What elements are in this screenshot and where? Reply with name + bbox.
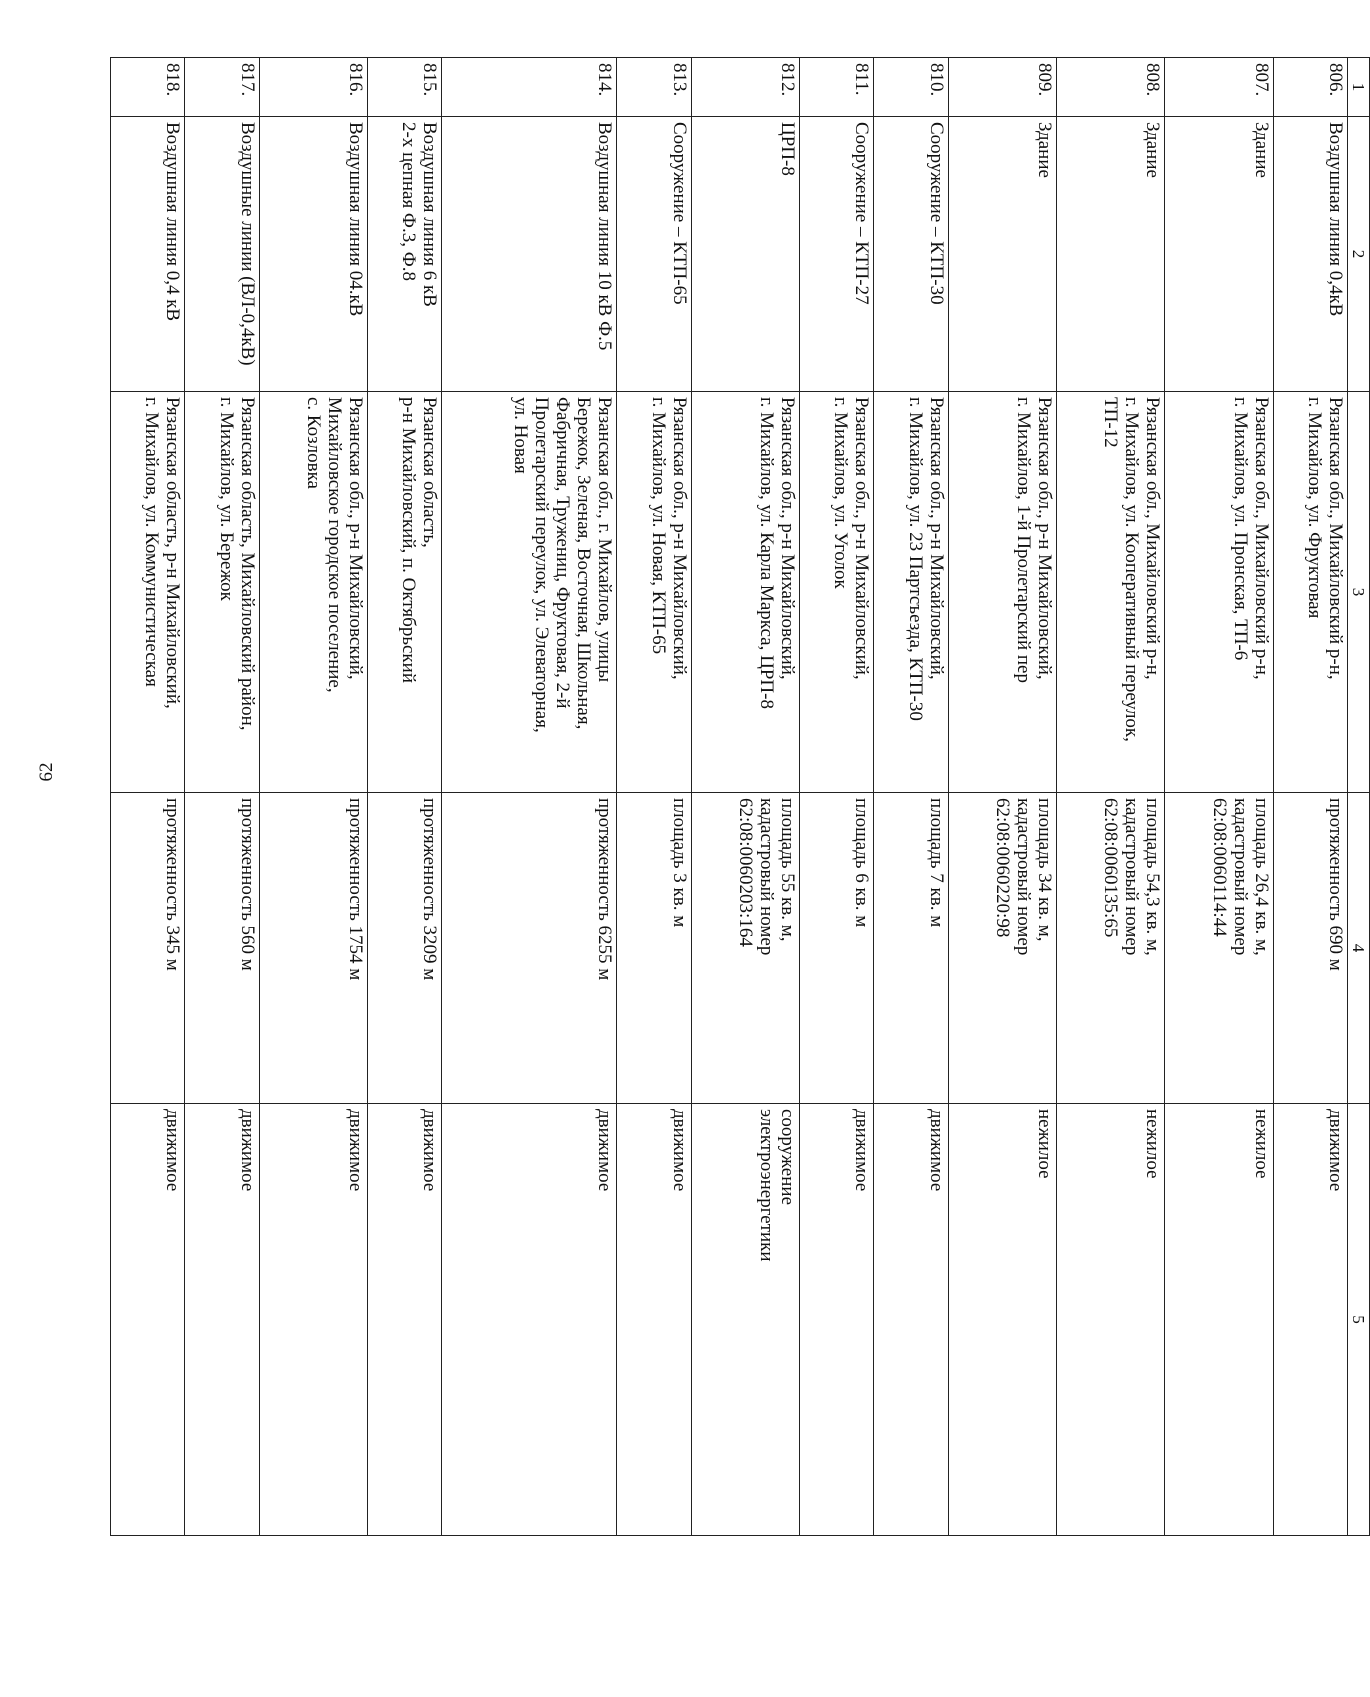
object-name-cell: Здание [1165,117,1273,392]
property-type-cell: движимое [185,1104,259,1536]
object-name-cell: Здание [1056,117,1164,392]
property-type-cell: движимое [259,1104,367,1536]
header-row [1348,58,1370,1536]
characteristics-cell: площадь 54,3 кв. м, кадастровый номер 62:08:0060135:65 [1056,793,1164,1104]
property-registry-table [110,57,1370,1536]
characteristics-cell: протяженность 6255 м [442,793,617,1104]
row-number-cell: 809. [948,58,1056,117]
property-type-cell: сооружение электроэнергетики [691,1104,799,1536]
characteristics-cell: протяженность 3209 м [368,793,442,1104]
address-cell: Рязанская обл., г. Михайлов, улицы Бережок, Зеленая, Восточная, Школьная, Фабричная, Тружениц, Фруктовая, 2-й Пролетарский переулок, ул. Элеваторная, ул. Новая [442,392,617,793]
row-number-cell: 815. [368,58,442,117]
characteristics-cell: площадь 26,4 кв. м, кадастровый номер 62:08:0060114:44 [1165,793,1273,1104]
address-cell: Рязанская обл., р-н Михайловский, г. Михайлов, ул. 23 Партсъезда, КТП-30 [874,392,948,793]
row-number-cell: 818. [111,58,185,117]
column-header-1: 1 [1348,58,1370,117]
property-type-cell: нежилое [1165,1104,1273,1536]
object-name-cell: Сооружение – КТП-27 [800,117,874,392]
table-row [1273,58,1347,1536]
characteristics-cell: площадь 55 кв. м, кадастровый номер 62:08:0060203:164 [691,793,799,1104]
characteristics-cell: протяженность 560 м [185,793,259,1104]
characteristics-cell: протяженность 1754 м [259,793,367,1104]
characteristics-cell: протяженность 690 м [1273,793,1347,1104]
page-number: 62 [36,762,57,782]
property-type-cell: движимое [111,1104,185,1536]
address-cell: Рязанская область, Михайловский район, г. Михайлов, ул. Бережок [185,392,259,793]
address-cell: Рязанская обл., р-н Михайловский, г. Михайлов, ул. Карла Маркса, ЦРП-8 [691,392,799,793]
characteristics-cell: площадь 3 кв. м [617,793,691,1104]
row-number-cell: 808. [1056,58,1164,117]
column-header-4: 4 [1348,793,1370,1104]
property-type-cell: движимое [442,1104,617,1536]
property-type-cell: движимое [800,1104,874,1536]
table-row [874,58,948,1536]
address-cell: Рязанская обл., р-н Михайловский, г. Михайлов, ул. Новая, КТП-65 [617,392,691,793]
address-cell: Рязанская обл., Михайловский р-н, г. Михайлов, ул. Кооперативный переулок, ТП-12 [1056,392,1164,793]
table-row [111,58,185,1536]
registry-table-container [110,57,1370,1535]
column-header-3: 3 [1348,392,1370,793]
address-cell: Рязанская обл., Михайловский р-н, г. Михайлов, ул. Фруктовая [1273,392,1347,793]
table-row [948,58,1056,1536]
row-number-cell: 816. [259,58,367,117]
characteristics-cell: площадь 6 кв. м [800,793,874,1104]
row-number-cell: 810. [874,58,948,117]
characteristics-cell: площадь 7 кв. м [874,793,948,1104]
object-name-cell: Воздушная линия 6 кВ 2-х цепная Ф.3, Ф.8 [368,117,442,392]
row-number-cell: 807. [1165,58,1273,117]
address-cell: Рязанская обл., р-н Михайловский, г. Михайлов, ул. Уголок [800,392,874,793]
address-cell: Рязанская обл., Михайловский р-н, г. Михайлов, ул. Пронская, ТП-6 [1165,392,1273,793]
property-type-cell: движимое [1273,1104,1347,1536]
table-row [185,58,259,1536]
object-name-cell: Сооружение – КТП-30 [874,117,948,392]
row-number-cell: 817. [185,58,259,117]
address-cell: Рязанская обл., р-н Михайловский, Михайловское городское поселение, с. Козловка [259,392,367,793]
property-type-cell: движимое [368,1104,442,1536]
object-name-cell: Воздушная линия 04.кВ [259,117,367,392]
table-row [800,58,874,1536]
object-name-cell: Воздушные линии (ВЛ-0,4кВ) [185,117,259,392]
table-row [691,58,799,1536]
address-cell: Рязанская обл., р-н Михайловский, г. Михайлов, 1-й Пролетарский пер [948,392,1056,793]
row-number-cell: 811. [800,58,874,117]
address-cell: Рязанская область, р-н Михайловский, п. Октябрьский [368,392,442,793]
object-name-cell: Здание [948,117,1056,392]
table-row [617,58,691,1536]
object-name-cell: Сооружение – КТП-65 [617,117,691,392]
table-row [1056,58,1164,1536]
property-type-cell: нежилое [1056,1104,1164,1536]
row-number-cell: 813. [617,58,691,117]
object-name-cell: Воздушная линия 10 кВ Ф.5 [442,117,617,392]
property-type-cell: нежилое [948,1104,1056,1536]
table-row [368,58,442,1536]
object-name-cell: Воздушная линия 0,4кВ [1273,117,1347,392]
object-name-cell: Воздушная линия 0,4 кВ [111,117,185,392]
characteristics-cell: площадь 34 кв. м, кадастровый номер 62:08:0060220:98 [948,793,1056,1104]
address-cell: Рязанская область, р-н Михайловский, г. Михайлов, ул. Коммунистическая [111,392,185,793]
object-name-cell: ЦРП-8 [691,117,799,392]
column-header-2: 2 [1348,117,1370,392]
property-type-cell: движимое [874,1104,948,1536]
property-type-cell: движимое [617,1104,691,1536]
characteristics-cell: протяженность 345 м [111,793,185,1104]
row-number-cell: 806. [1273,58,1347,117]
table-row [1165,58,1273,1536]
row-number-cell: 812. [691,58,799,117]
column-header-5: 5 [1348,1104,1370,1536]
table-row [442,58,617,1536]
table-row [259,58,367,1536]
row-number-cell: 814. [442,58,617,117]
